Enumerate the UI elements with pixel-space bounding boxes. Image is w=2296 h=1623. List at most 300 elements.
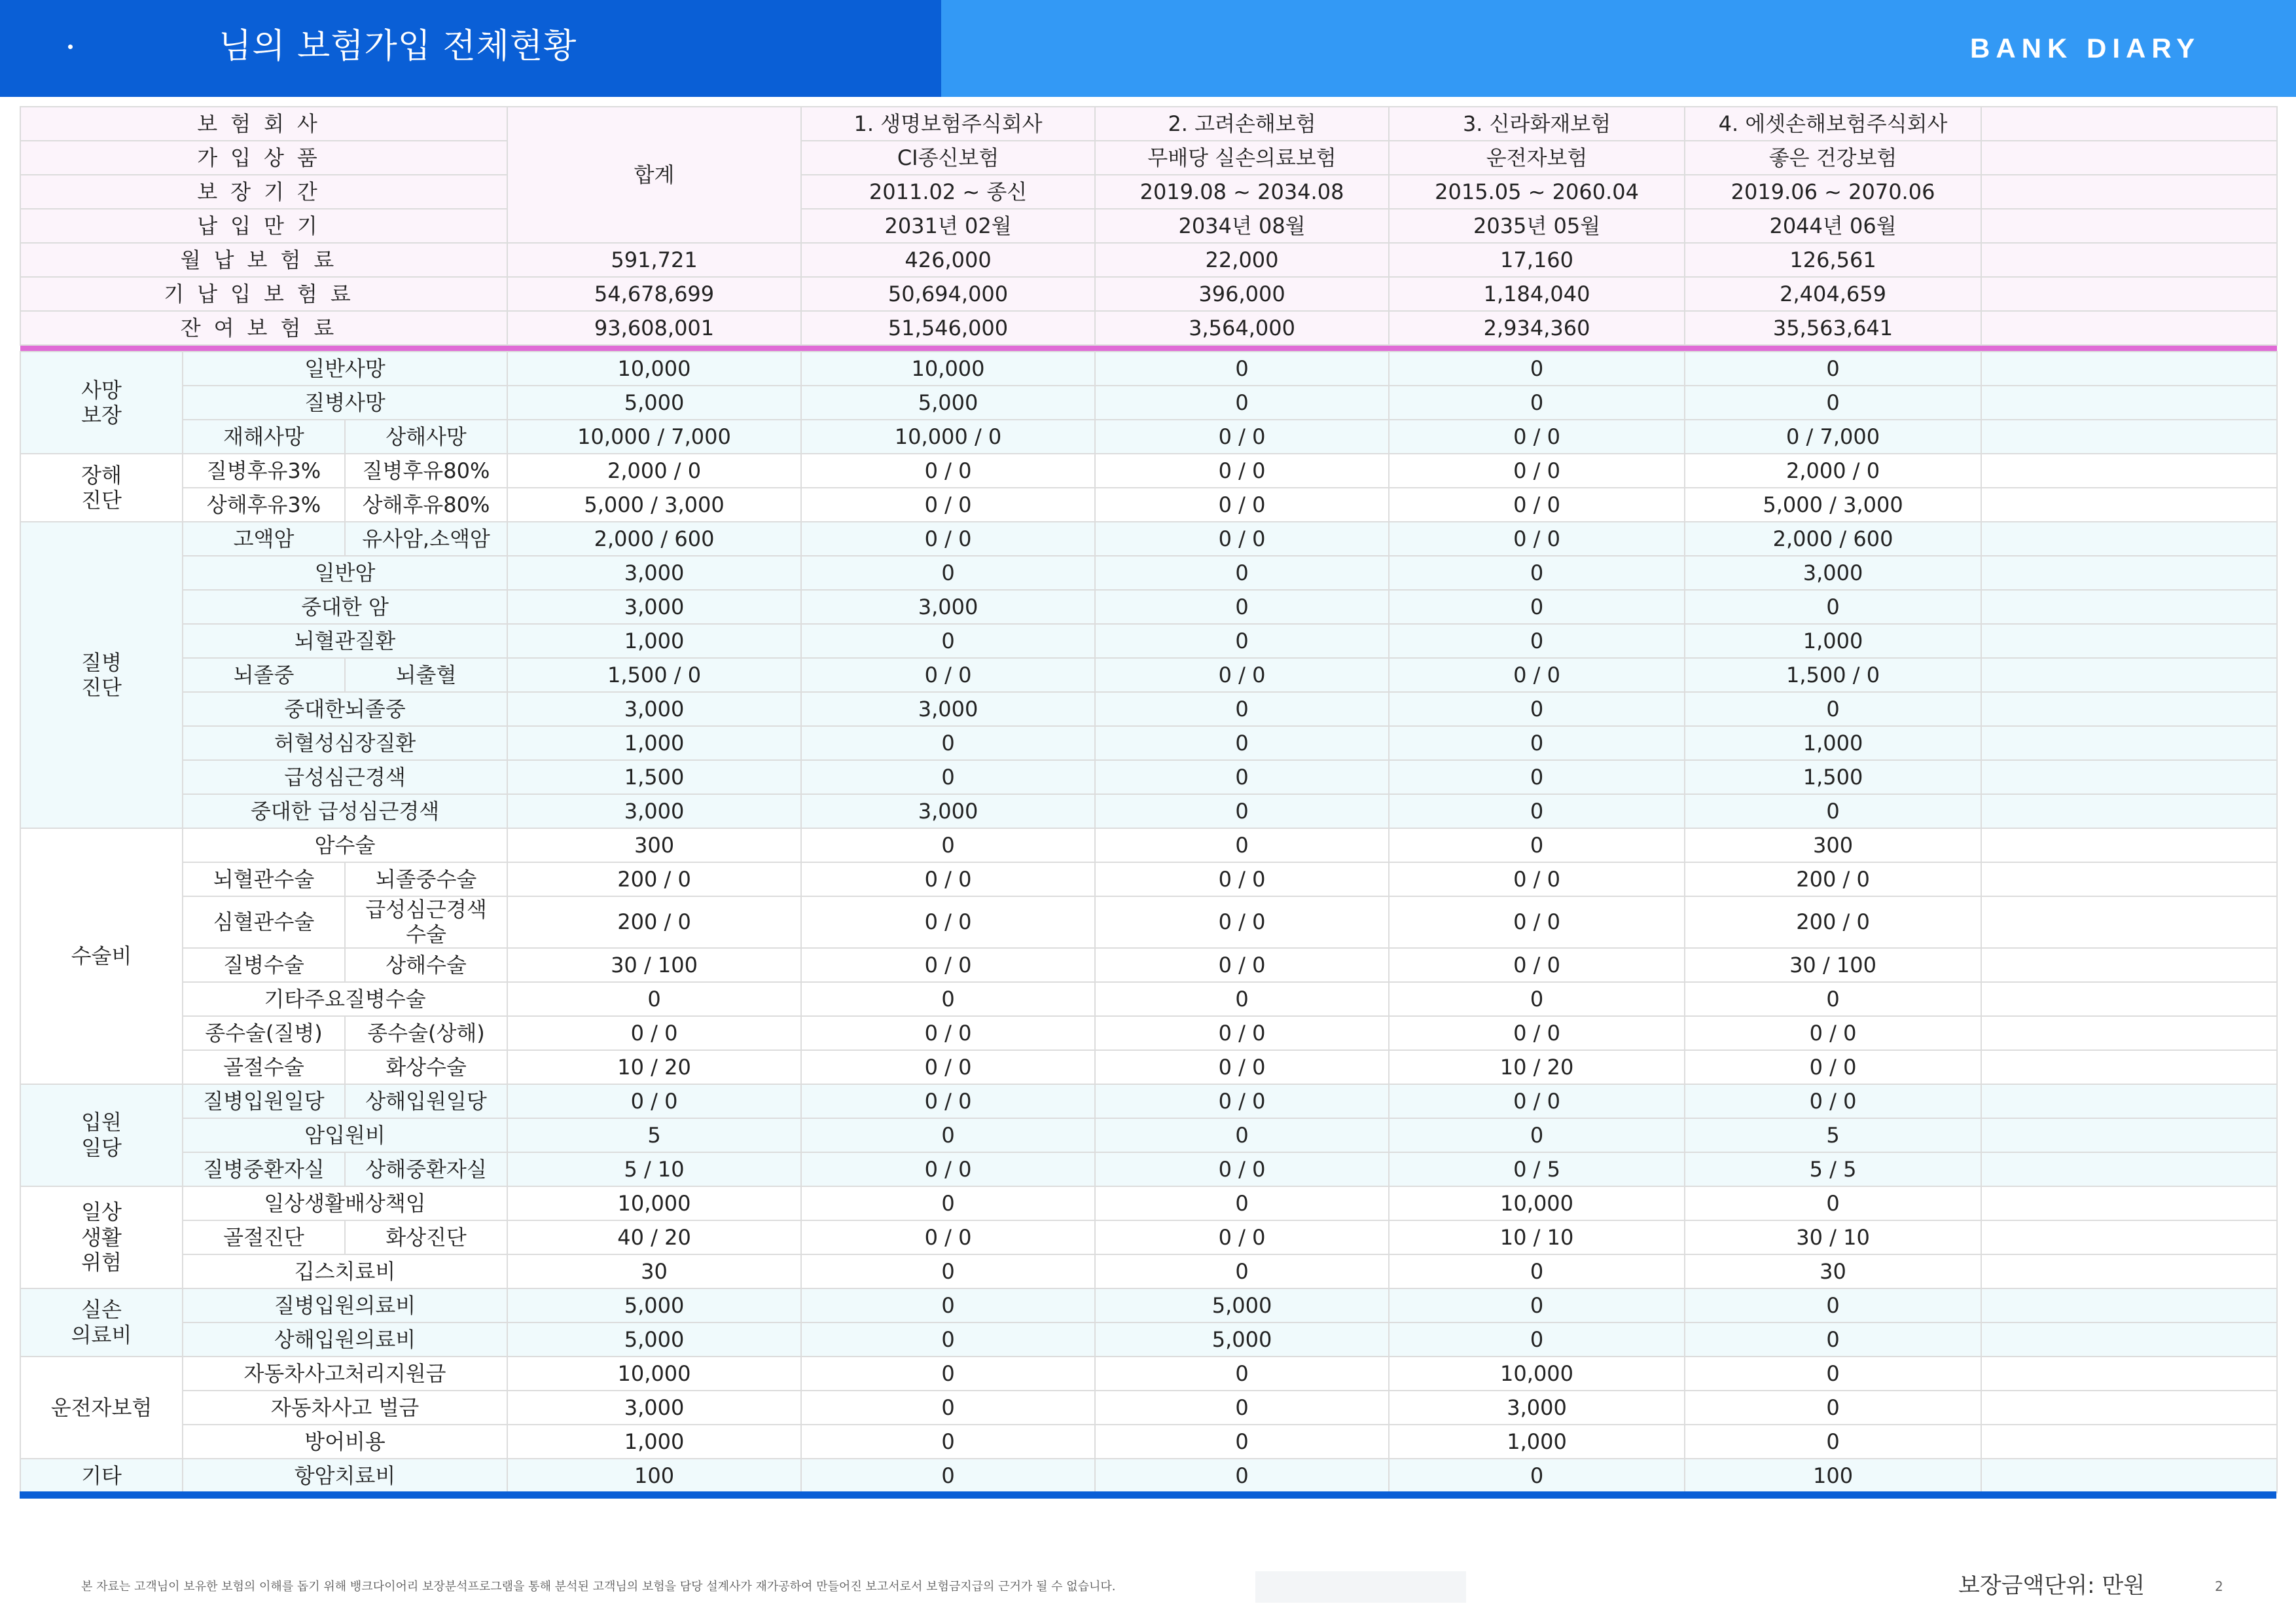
- header-title-band: [0, 0, 941, 97]
- premium-value: 17,160: [1389, 243, 1685, 277]
- coverage-total: 3,000: [507, 590, 801, 624]
- coverage-value: 0 / 0: [1095, 522, 1389, 556]
- coverage-row: [20, 896, 2277, 948]
- coverage-value: 0: [1389, 760, 1685, 794]
- table-body: [20, 107, 2277, 1493]
- blank-cell: [1981, 488, 2277, 522]
- coverage-sub-item: 질병후유80%: [345, 454, 507, 488]
- coverage-value: 0 / 0: [1389, 1084, 1685, 1118]
- coverage-value: 0 / 0: [1095, 1016, 1389, 1050]
- coverage-value: 0: [1095, 386, 1389, 420]
- coverage-value: 0: [801, 1459, 1095, 1493]
- coverage-total: 200 / 0: [507, 862, 801, 896]
- coverage-value: 0 / 0: [1389, 896, 1685, 948]
- coverage-value: 0: [1095, 726, 1389, 760]
- coverage-value: 0 / 0: [1685, 1016, 1981, 1050]
- coverage-value: 2,000 / 600: [1685, 522, 1981, 556]
- coverage-total: 1,500 / 0: [507, 658, 801, 692]
- header-cell: CI종신보험: [801, 141, 1095, 175]
- coverage-value: 0: [1095, 1425, 1389, 1459]
- coverage-value: 0 / 0: [1095, 1050, 1389, 1084]
- premium-value: 35,563,641: [1685, 311, 1981, 345]
- coverage-total: 1,500: [507, 760, 801, 794]
- coverage-value: 30: [1685, 1254, 1981, 1288]
- header-cell: 2019.08 ~ 2034.08: [1095, 175, 1389, 209]
- header-cell: 2031년 02월: [801, 209, 1095, 243]
- blank-cell: [1981, 1050, 2277, 1084]
- coverage-value: 3,000: [801, 692, 1095, 726]
- coverage-row: [20, 1084, 2277, 1118]
- coverage-item: 질병사망: [183, 386, 507, 420]
- coverage-row: [20, 1254, 2277, 1288]
- coverage-row: [20, 1186, 2277, 1220]
- row-label: 월납보험료: [20, 243, 507, 277]
- coverage-value: 5: [1685, 1118, 1981, 1152]
- coverage-item: 자동차사고처리지원금: [183, 1357, 507, 1391]
- coverage-total: 10,000: [507, 1186, 801, 1220]
- coverage-total: 0: [507, 982, 801, 1016]
- coverage-item: 깁스치료비: [183, 1254, 507, 1288]
- coverage-value: 0: [1095, 982, 1389, 1016]
- coverage-value: 10,000: [1389, 1186, 1685, 1220]
- blank-cell: [1981, 1391, 2277, 1425]
- coverage-total: 10 / 20: [507, 1050, 801, 1084]
- coverage-value: 0 / 0: [801, 1220, 1095, 1254]
- coverage-value: 0: [1095, 760, 1389, 794]
- coverage-value: 0: [1389, 692, 1685, 726]
- premium-row: [20, 311, 2277, 345]
- coverage-item: 중대한 암: [183, 590, 507, 624]
- total-value: 54,678,699: [507, 277, 801, 311]
- coverage-total: 5 / 10: [507, 1152, 801, 1186]
- header-cell: 2035년 05월: [1389, 209, 1685, 243]
- coverage-value: 0: [1685, 692, 1981, 726]
- coverage-value: 0 / 0: [1095, 1084, 1389, 1118]
- coverage-value: 0 / 0: [1685, 1084, 1981, 1118]
- blank-cell: [1981, 311, 2277, 345]
- coverage-total: 5,000 / 3,000: [507, 488, 801, 522]
- coverage-row: [20, 1016, 2277, 1050]
- blank-cell: [1981, 590, 2277, 624]
- coverage-value: 5,000: [801, 386, 1095, 420]
- coverage-value: 0 / 0: [1095, 420, 1389, 454]
- category-cell: 기타: [20, 1459, 183, 1493]
- coverage-item: 허혈성심장질환: [183, 726, 507, 760]
- coverage-value: 0 / 0: [1095, 488, 1389, 522]
- pink-separator: [20, 345, 2277, 352]
- coverage-sub-item: 유사암,소액암: [345, 522, 507, 556]
- premium-value: 22,000: [1095, 243, 1389, 277]
- separator-cell: [20, 345, 2277, 352]
- coverage-value: 3,000: [1685, 556, 1981, 590]
- coverage-sub-item: 상해수술: [345, 948, 507, 982]
- coverage-item: 골절수술: [183, 1050, 345, 1084]
- blank-cell: [1981, 352, 2277, 386]
- coverage-item: 기타주요질병수술: [183, 982, 507, 1016]
- coverage-value: 0: [1095, 1357, 1389, 1391]
- coverage-sub-item: 화상진단: [345, 1220, 507, 1254]
- blank-cell: [1981, 1288, 2277, 1322]
- coverage-value: 0: [1685, 1322, 1981, 1357]
- premium-value: 3,564,000: [1095, 311, 1389, 345]
- coverage-value: 0 / 0: [801, 1050, 1095, 1084]
- coverage-value: 0: [801, 1118, 1095, 1152]
- coverage-row: [20, 1322, 2277, 1357]
- coverage-value: 0: [1095, 1118, 1389, 1152]
- coverage-value: 0: [1389, 1118, 1685, 1152]
- coverage-value: 0: [1685, 386, 1981, 420]
- coverage-item: 일반사망: [183, 352, 507, 386]
- coverage-value: 0: [1389, 982, 1685, 1016]
- blank-cell: [1981, 948, 2277, 982]
- coverage-value: 0 / 0: [1095, 1220, 1389, 1254]
- row-label: 잔여보험료: [20, 311, 507, 345]
- coverage-value: 0: [1685, 1186, 1981, 1220]
- coverage-value: 0: [801, 1254, 1095, 1288]
- coverage-value: 0: [801, 624, 1095, 658]
- premium-value: 2,934,360: [1389, 311, 1685, 345]
- header-cell: 2044년 06월: [1685, 209, 1981, 243]
- blank-cell: [1981, 107, 2277, 141]
- coverage-value: 0: [1095, 352, 1389, 386]
- blank-cell: [1981, 175, 2277, 209]
- coverage-total: 3,000: [507, 794, 801, 828]
- coverage-value: 0 / 0: [1389, 522, 1685, 556]
- coverage-total: 40 / 20: [507, 1220, 801, 1254]
- coverage-sub-item: 상해후유80%: [345, 488, 507, 522]
- coverage-total: 1,000: [507, 624, 801, 658]
- category-cell: 실손 의료비: [20, 1288, 183, 1357]
- blank-cell: [1981, 1425, 2277, 1459]
- coverage-row: [20, 522, 2277, 556]
- header-cell: 2019.06 ~ 2070.06: [1685, 175, 1981, 209]
- coverage-value: 0: [1389, 726, 1685, 760]
- coverage-item: 뇌혈관수술: [183, 862, 345, 896]
- disclaimer-text: 본 자료는 고객님이 보유한 보험의 이해를 돕기 위해 뱅크다이어리 보장분석프로그램을 통해 분석된 고객님의 보험을 담당 설계사가 재가공하여 만들어진 보고서로서 보험금지급의 근거가 될 수 없습니다.: [81, 1580, 1116, 1594]
- unit-label: 보장금액단위: 만원: [1958, 1573, 2145, 1599]
- blank-cell: [1981, 1152, 2277, 1186]
- coverage-value: 0 / 0: [1095, 1152, 1389, 1186]
- blank-cell: [1981, 1084, 2277, 1118]
- coverage-total: 10,000: [507, 1357, 801, 1391]
- category-cell: 입원 일당: [20, 1084, 183, 1186]
- coverage-value: 0: [1389, 1254, 1685, 1288]
- header-row: [20, 107, 2277, 141]
- coverage-value: 0: [1095, 1254, 1389, 1288]
- coverage-row: [20, 488, 2277, 522]
- coverage-value: 3,000: [801, 794, 1095, 828]
- row-label: 보장기간: [20, 175, 507, 209]
- blank-cell: [1981, 1016, 2277, 1050]
- premium-value: 2,404,659: [1685, 277, 1981, 311]
- coverage-value: 0 / 0: [801, 1016, 1095, 1050]
- blank-cell: [1981, 692, 2277, 726]
- coverage-row: [20, 590, 2277, 624]
- blank-cell: [1981, 420, 2277, 454]
- coverage-row: [20, 1425, 2277, 1459]
- blank-cell: [1981, 1322, 2277, 1357]
- coverage-value: 0: [801, 726, 1095, 760]
- coverage-total: 200 / 0: [507, 896, 801, 948]
- coverage-value: 0: [801, 760, 1095, 794]
- total-value: 93,608,001: [507, 311, 801, 345]
- blank-cell: [1981, 1220, 2277, 1254]
- coverage-item: 방어비용: [183, 1425, 507, 1459]
- coverage-value: 0: [801, 1322, 1095, 1357]
- footer-blank-box: [1255, 1571, 1466, 1603]
- coverage-item: 재해사망: [183, 420, 345, 454]
- coverage-item: 상해후유3%: [183, 488, 345, 522]
- coverage-total: 3,000: [507, 556, 801, 590]
- coverage-value: 0 / 5: [1389, 1152, 1685, 1186]
- coverage-value: 0: [1685, 982, 1981, 1016]
- blank-cell: [1981, 522, 2277, 556]
- coverage-total: 1,000: [507, 1425, 801, 1459]
- coverage-value: 0: [1095, 794, 1389, 828]
- coverage-item: 심혈관수술: [183, 896, 345, 948]
- header-cell: 무배당 실손의료보험: [1095, 141, 1389, 175]
- coverage-value: 0 / 7,000: [1685, 420, 1981, 454]
- category-cell: 일상 생활 위험: [20, 1186, 183, 1288]
- coverage-value: 0 / 0: [801, 862, 1095, 896]
- blank-cell: [1981, 556, 2277, 590]
- coverage-row: [20, 726, 2277, 760]
- coverage-value: 0: [1095, 692, 1389, 726]
- coverage-value: 0 / 0: [1095, 896, 1389, 948]
- company-name: 3. 신라화재보험: [1389, 107, 1685, 141]
- coverage-row: [20, 1118, 2277, 1152]
- coverage-sub-item: 급성심근경색 수술: [345, 896, 507, 948]
- coverage-item: 질병수술: [183, 948, 345, 982]
- coverage-row: [20, 1220, 2277, 1254]
- coverage-row: [20, 828, 2277, 862]
- coverage-value: 100: [1685, 1459, 1981, 1493]
- coverage-value: 0 / 0: [1095, 948, 1389, 982]
- coverage-total: 3,000: [507, 1391, 801, 1425]
- coverage-value: 0 / 0: [1389, 454, 1685, 488]
- blank-cell: [1981, 141, 2277, 175]
- blank-cell: [1981, 624, 2277, 658]
- category-cell: 수술비: [20, 828, 183, 1084]
- blank-cell: [1981, 760, 2277, 794]
- premium-value: 426,000: [801, 243, 1095, 277]
- coverage-value: 0: [801, 1357, 1095, 1391]
- coverage-item: 질병중환자실: [183, 1152, 345, 1186]
- coverage-value: 2,000 / 0: [1685, 454, 1981, 488]
- header-row: [20, 141, 2277, 175]
- coverage-row: [20, 1288, 2277, 1322]
- coverage-value: 0 / 0: [801, 454, 1095, 488]
- coverage-value: 0: [801, 556, 1095, 590]
- coverage-value: 3,000: [801, 590, 1095, 624]
- blank-cell: [1981, 1459, 2277, 1493]
- coverage-value: 10 / 10: [1389, 1220, 1685, 1254]
- coverage-value: 0 / 0: [801, 948, 1095, 982]
- coverage-total: 5: [507, 1118, 801, 1152]
- page-number: 2: [2215, 1578, 2223, 1594]
- blank-cell: [1981, 1357, 2277, 1391]
- page-header: [0, 0, 2296, 97]
- coverage-item: 골절진단: [183, 1220, 345, 1254]
- coverage-value: 0: [1389, 590, 1685, 624]
- coverage-row: [20, 352, 2277, 386]
- coverage-value: 0: [1389, 828, 1685, 862]
- coverage-value: 0: [1095, 590, 1389, 624]
- coverage-row: [20, 1391, 2277, 1425]
- header-cell: 좋은 건강보험: [1685, 141, 1981, 175]
- blank-cell: [1981, 862, 2277, 896]
- blank-cell: [1981, 277, 2277, 311]
- coverage-value: 5 / 5: [1685, 1152, 1981, 1186]
- coverage-value: 0: [1685, 590, 1981, 624]
- blank-cell: [1981, 1118, 2277, 1152]
- coverage-value: 0: [801, 1425, 1095, 1459]
- coverage-total: 1,000: [507, 726, 801, 760]
- coverage-row: [20, 1357, 2277, 1391]
- coverage-value: 0: [1095, 624, 1389, 658]
- blank-cell: [1981, 982, 2277, 1016]
- coverage-value: 0: [801, 1186, 1095, 1220]
- coverage-total: 100: [507, 1459, 801, 1493]
- coverage-value: 0 / 0: [1389, 658, 1685, 692]
- coverage-item: 고액암: [183, 522, 345, 556]
- company-name: 4. 에셋손해보험주식회사: [1685, 107, 1981, 141]
- coverage-item: 자동차사고 벌금: [183, 1391, 507, 1425]
- category-cell: 장해 진단: [20, 454, 183, 522]
- total-header: 합계: [507, 107, 801, 243]
- coverage-item: 종수술(질병): [183, 1016, 345, 1050]
- coverage-row: [20, 420, 2277, 454]
- coverage-value: 30 / 100: [1685, 948, 1981, 982]
- coverage-value: 0 / 0: [801, 1152, 1095, 1186]
- coverage-sub-item: 화상수술: [345, 1050, 507, 1084]
- coverage-value: 200 / 0: [1685, 862, 1981, 896]
- coverage-total: 0 / 0: [507, 1016, 801, 1050]
- coverage-total: 30: [507, 1254, 801, 1288]
- coverage-value: 1,000: [1685, 624, 1981, 658]
- blank-cell: [1981, 386, 2277, 420]
- coverage-value: 300: [1685, 828, 1981, 862]
- coverage-value: 0: [1095, 556, 1389, 590]
- premium-value: 1,184,040: [1389, 277, 1685, 311]
- blank-cell: [1981, 454, 2277, 488]
- coverage-value: 0 / 0: [1095, 454, 1389, 488]
- coverage-value: 0: [1685, 1391, 1981, 1425]
- row-label: 가입상품: [20, 141, 507, 175]
- coverage-value: 0: [801, 1391, 1095, 1425]
- coverage-value: 0: [1685, 794, 1981, 828]
- coverage-row: [20, 692, 2277, 726]
- coverage-total: 10,000: [507, 352, 801, 386]
- coverage-total: 300: [507, 828, 801, 862]
- category-cell: 운전자보험: [20, 1357, 183, 1459]
- coverage-value: 0 / 0: [1389, 420, 1685, 454]
- premium-row: [20, 277, 2277, 311]
- coverage-total: 5,000: [507, 1322, 801, 1357]
- coverage-total: 0 / 0: [507, 1084, 801, 1118]
- coverage-item: 급성심근경색: [183, 760, 507, 794]
- blank-cell: [1981, 658, 2277, 692]
- coverage-sub-item: 상해사망: [345, 420, 507, 454]
- coverage-value: 10,000 / 0: [801, 420, 1095, 454]
- coverage-item: 뇌혈관질환: [183, 624, 507, 658]
- coverage-item: 중대한뇌졸중: [183, 692, 507, 726]
- coverage-value: 0: [1389, 1459, 1685, 1493]
- coverage-item: 중대한 급성심근경색: [183, 794, 507, 828]
- row-label: 납입만기: [20, 209, 507, 243]
- coverage-item: 항암치료비: [183, 1459, 507, 1493]
- blank-cell: [1981, 896, 2277, 948]
- coverage-value: 1,000: [1389, 1425, 1685, 1459]
- coverage-value: 0 / 0: [1389, 488, 1685, 522]
- coverage-row: [20, 556, 2277, 590]
- coverage-value: 5,000: [1095, 1288, 1389, 1322]
- coverage-value: 200 / 0: [1685, 896, 1981, 948]
- row-label: 기납입보험료: [20, 277, 507, 311]
- premium-value: 51,546,000: [801, 311, 1095, 345]
- coverage-value: 10 / 20: [1389, 1050, 1685, 1084]
- page-title: 님의 보험가입 전체현황: [219, 27, 577, 66]
- coverage-total: 5,000: [507, 386, 801, 420]
- coverage-item: 질병입원일당: [183, 1084, 345, 1118]
- coverage-sub-item: 상해입원일당: [345, 1084, 507, 1118]
- header-cell: 2034년 08월: [1095, 209, 1389, 243]
- coverage-total: 5,000: [507, 1288, 801, 1322]
- coverage-value: 1,500 / 0: [1685, 658, 1981, 692]
- coverage-item: 상해입원의료비: [183, 1322, 507, 1357]
- coverage-value: 0: [1095, 828, 1389, 862]
- coverage-value: 0: [801, 1288, 1095, 1322]
- coverage-row: [20, 760, 2277, 794]
- insurance-coverage-table: [20, 106, 2278, 1493]
- coverage-row: [20, 624, 2277, 658]
- coverage-value: 0: [1389, 352, 1685, 386]
- coverage-sub-item: 종수술(상해): [345, 1016, 507, 1050]
- coverage-row: [20, 1050, 2277, 1084]
- coverage-item: 일상생활배상책임: [183, 1186, 507, 1220]
- coverage-value: 0: [801, 982, 1095, 1016]
- coverage-value: 0: [1685, 352, 1981, 386]
- coverage-value: 0: [1389, 624, 1685, 658]
- bullet-icon: [68, 45, 73, 49]
- coverage-row: [20, 862, 2277, 896]
- coverage-value: 0: [1389, 1322, 1685, 1357]
- coverage-value: 0: [1685, 1425, 1981, 1459]
- coverage-value: 0 / 0: [1095, 862, 1389, 896]
- coverage-value: 3,000: [1389, 1391, 1685, 1425]
- bottom-divider: [20, 1491, 2276, 1499]
- coverage-value: 0 / 0: [1389, 862, 1685, 896]
- bank-diary-logo: BANK DIARY: [1970, 33, 2201, 64]
- coverage-row: [20, 454, 2277, 488]
- coverage-value: 0 / 0: [1095, 658, 1389, 692]
- coverage-row: [20, 948, 2277, 982]
- coverage-value: 1,000: [1685, 726, 1981, 760]
- coverage-value: 0: [1389, 1288, 1685, 1322]
- header-row: [20, 209, 2277, 243]
- coverage-total: 2,000 / 0: [507, 454, 801, 488]
- coverage-value: 0 / 0: [801, 522, 1095, 556]
- coverage-row: [20, 1459, 2277, 1493]
- row-label: 보험회사: [20, 107, 507, 141]
- coverage-total: 30 / 100: [507, 948, 801, 982]
- coverage-value: 5,000 / 3,000: [1685, 488, 1981, 522]
- category-cell: 질병 진단: [20, 522, 183, 828]
- premium-value: 50,694,000: [801, 277, 1095, 311]
- coverage-total: 2,000 / 600: [507, 522, 801, 556]
- coverage-value: 10,000: [801, 352, 1095, 386]
- coverage-value: 5,000: [1095, 1322, 1389, 1357]
